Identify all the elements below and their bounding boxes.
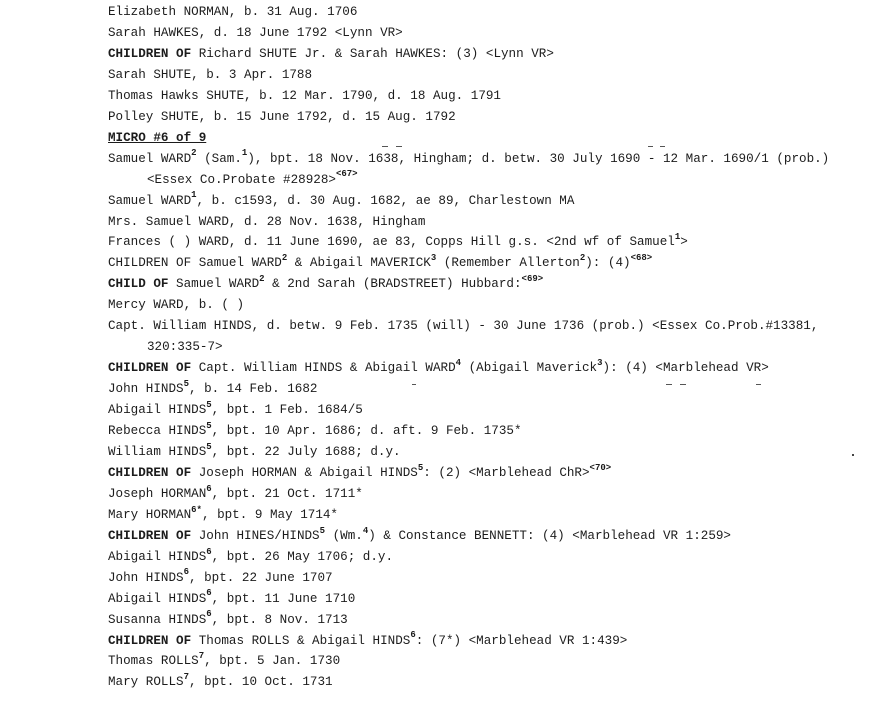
bold-text: CHILDREN OF	[108, 633, 192, 648]
bold-text: CHILD OF	[108, 277, 169, 292]
document-line	[108, 462, 880, 481]
line-text: , bpt. 11 June 1710	[211, 591, 356, 606]
superscript: <69>	[521, 274, 544, 285]
line-text: (Abigail Maverick	[461, 361, 598, 376]
line-text: Mary ROLLS	[108, 675, 184, 690]
line-text: : (7*) <Marblehead VR 1:439>	[415, 633, 628, 648]
line-text: Joseph HORMAN	[108, 486, 207, 501]
document-line	[108, 525, 880, 544]
superscript: 1	[191, 190, 197, 201]
superscript: 6	[206, 588, 212, 599]
line-text: Joseph HORMAN & Abigail HINDS	[191, 465, 418, 480]
line-text: Richard SHUTE Jr. & Sarah HAWKES: (3) <Lynn VR>	[191, 46, 554, 61]
scan-speck	[396, 146, 402, 147]
superscript: 6	[410, 630, 416, 641]
document-line	[108, 378, 880, 397]
superscript: 1	[241, 148, 248, 159]
superscript: 2	[259, 274, 265, 285]
document-line	[108, 89, 880, 104]
line-text: Mary HORMAN	[108, 507, 192, 522]
superscript: 5	[319, 525, 326, 536]
document-line	[108, 47, 880, 62]
line-text: , bpt. 22 June 1707	[188, 570, 333, 585]
line-text: William HINDS	[108, 444, 207, 459]
line-text: Capt. William HINDS & Abigail WARD	[191, 361, 456, 376]
superscript: 4	[362, 525, 369, 536]
document-line	[108, 651, 880, 669]
superscript: 5	[206, 441, 212, 452]
line-text: >	[680, 235, 688, 250]
bold-text: CHILDREN OF	[108, 361, 192, 376]
line-text: , bpt. 10 Oct. 1731	[188, 675, 333, 690]
superscript: 2	[281, 253, 288, 264]
line-text: , bpt. 10 Apr. 1686; d. aft. 9 Feb. 1735*	[211, 424, 522, 438]
line-text: Mercy WARD, b. ( )	[108, 298, 245, 313]
superscript: 6	[183, 567, 189, 578]
line-text: Abigail HINDS	[108, 549, 207, 564]
bold-text: CHILDREN OF	[108, 46, 192, 61]
line-text: Thomas Hawks SHUTE, b. 12 Mar. 1790, d. 18 Aug. 1791	[108, 88, 501, 103]
line-text: John HINES/HINDS	[191, 528, 320, 543]
document-line	[108, 483, 880, 502]
line-text: , bpt. 1 Feb. 1684/5	[211, 403, 363, 418]
line-text: Abigail HINDS	[108, 591, 207, 606]
document-line	[108, 504, 880, 523]
document-continuation-line	[147, 340, 880, 355]
line-text: & Abigail MAVERICK	[287, 256, 431, 271]
superscript: <70>	[589, 462, 612, 473]
document-line	[108, 26, 880, 41]
document-line	[108, 110, 880, 125]
line-text: (Remember Allerton	[436, 256, 580, 271]
document-line	[108, 630, 880, 649]
line-text: & 2nd Sarah (BRADSTREET) Hubbard:	[264, 277, 522, 292]
line-text: ), bpt. 18 Nov. 1638, Hingham; d. betw. 30 July 1690 - 12 Mar. 1690/1 (prob.)	[247, 151, 830, 166]
line-text: , bpt. 22 July 1688; d.y.	[211, 444, 401, 459]
superscript: <67>	[335, 169, 358, 180]
superscript: 4	[455, 357, 462, 368]
line-text: ): (4)	[585, 256, 631, 271]
scan-speck	[660, 146, 665, 147]
line-text: John HINDS	[108, 382, 184, 397]
superscript: 2	[191, 148, 197, 159]
line-text: : (2) <Marblehead ChR>	[423, 465, 590, 480]
bold-text: CHILDREN OF	[108, 465, 192, 480]
superscript: 7	[183, 672, 189, 683]
document-line	[108, 298, 880, 313]
superscript: 2	[579, 253, 586, 264]
superscript: 5	[183, 378, 189, 389]
document-line	[108, 546, 880, 565]
line-text: , bpt. 8 Nov. 1713	[211, 612, 348, 627]
line-text: Sarah SHUTE, b. 3 Apr. 1788	[108, 67, 313, 82]
document-line	[108, 319, 880, 334]
line-text: Elizabeth NORMAN, b. 31 Aug. 1706	[108, 5, 358, 19]
document-continuation-line	[147, 169, 880, 188]
line-text: (Wm.	[325, 528, 363, 543]
line-text: Samuel WARD	[108, 151, 192, 166]
line-text: <Essex Co.Probate #28928>	[147, 172, 336, 187]
document-line	[108, 232, 880, 250]
document-line	[108, 609, 880, 628]
line-text: Samuel WARD	[108, 193, 192, 208]
line-text: , bpt. 9 May 1714*	[201, 507, 338, 522]
superscript: 7	[198, 651, 205, 662]
superscript: 6	[206, 483, 212, 494]
document-line	[108, 399, 880, 418]
document-line	[108, 253, 880, 271]
document-line	[108, 131, 880, 146]
line-text: Rebecca HINDS	[108, 424, 207, 438]
line-text: ) & Constance BENNETT: (4) <Marblehead VR 1:259>	[368, 528, 731, 543]
line-text: Thomas ROLLS & Abigail HINDS	[191, 633, 411, 648]
superscript: 1	[674, 232, 681, 243]
superscript: 5	[417, 462, 424, 473]
superscript: 5	[206, 420, 212, 431]
document-line	[108, 68, 880, 83]
line-text: Thomas ROLLS	[108, 654, 199, 669]
bold-text: MICRO #6 of 9	[108, 130, 207, 145]
superscript: <68>	[630, 253, 653, 264]
superscript: 3	[430, 253, 437, 264]
line-text: , bpt. 21 Oct. 1711*	[211, 486, 363, 501]
superscript: 6*	[191, 504, 202, 515]
document-line	[108, 441, 880, 460]
document-line	[108, 215, 880, 230]
line-text: , bpt. 26 May 1706; d.y.	[211, 549, 394, 564]
line-text: Abigail HINDS	[108, 403, 207, 418]
bold-text: CHILDREN OF	[108, 528, 192, 543]
superscript: 6	[206, 609, 212, 620]
line-text: Samuel WARD	[168, 277, 260, 292]
line-text: Frances ( ) WARD, d. 11 June 1690, ae 83, Copps Hill g.s. <2nd wf of Samuel	[108, 235, 675, 250]
superscript: 5	[206, 399, 212, 410]
line-text: ): (4) <Marblehead VR>	[602, 361, 769, 376]
line-text: Polley SHUTE, b. 15 June 1792, d. 15 Aug. 1792	[108, 109, 456, 124]
line-text: Capt. William HINDS, d. betw. 9 Feb. 1735 (will) - 30 June 1736 (prob.) <Essex Co.Prob.#13381,	[108, 319, 819, 334]
line-text: Susanna HINDS	[108, 612, 207, 627]
document-line	[108, 5, 880, 20]
line-text: Mrs. Samuel WARD, d. 28 Nov. 1638, Hingham	[108, 214, 426, 229]
document-line	[108, 148, 880, 167]
line-text: Sarah HAWKES, d. 18 June 1792 <Lynn VR>	[108, 25, 403, 40]
document-line	[108, 567, 880, 586]
line-text: 320:335-7>	[147, 340, 223, 355]
line-text: , b. c1593, d. 30 Aug. 1682, ae 89, Charlestown MA	[196, 193, 575, 208]
line-text: (Sam.	[196, 151, 242, 166]
line-text: , bpt. 5 Jan. 1730	[204, 654, 341, 669]
document-line	[108, 190, 880, 209]
line-text: , b. 14 Feb. 1682	[188, 382, 318, 397]
superscript: 6	[206, 546, 212, 557]
superscript: 3	[597, 357, 603, 368]
line-text: John HINDS	[108, 570, 184, 585]
scan-speck	[382, 146, 388, 147]
document-line	[108, 274, 880, 292]
line-text: CHILDREN OF Samuel WARD	[108, 256, 282, 271]
document-line	[108, 357, 880, 376]
scan-speck	[648, 146, 653, 147]
document-line	[108, 420, 880, 439]
document-line	[108, 588, 880, 607]
document-line	[108, 672, 880, 690]
